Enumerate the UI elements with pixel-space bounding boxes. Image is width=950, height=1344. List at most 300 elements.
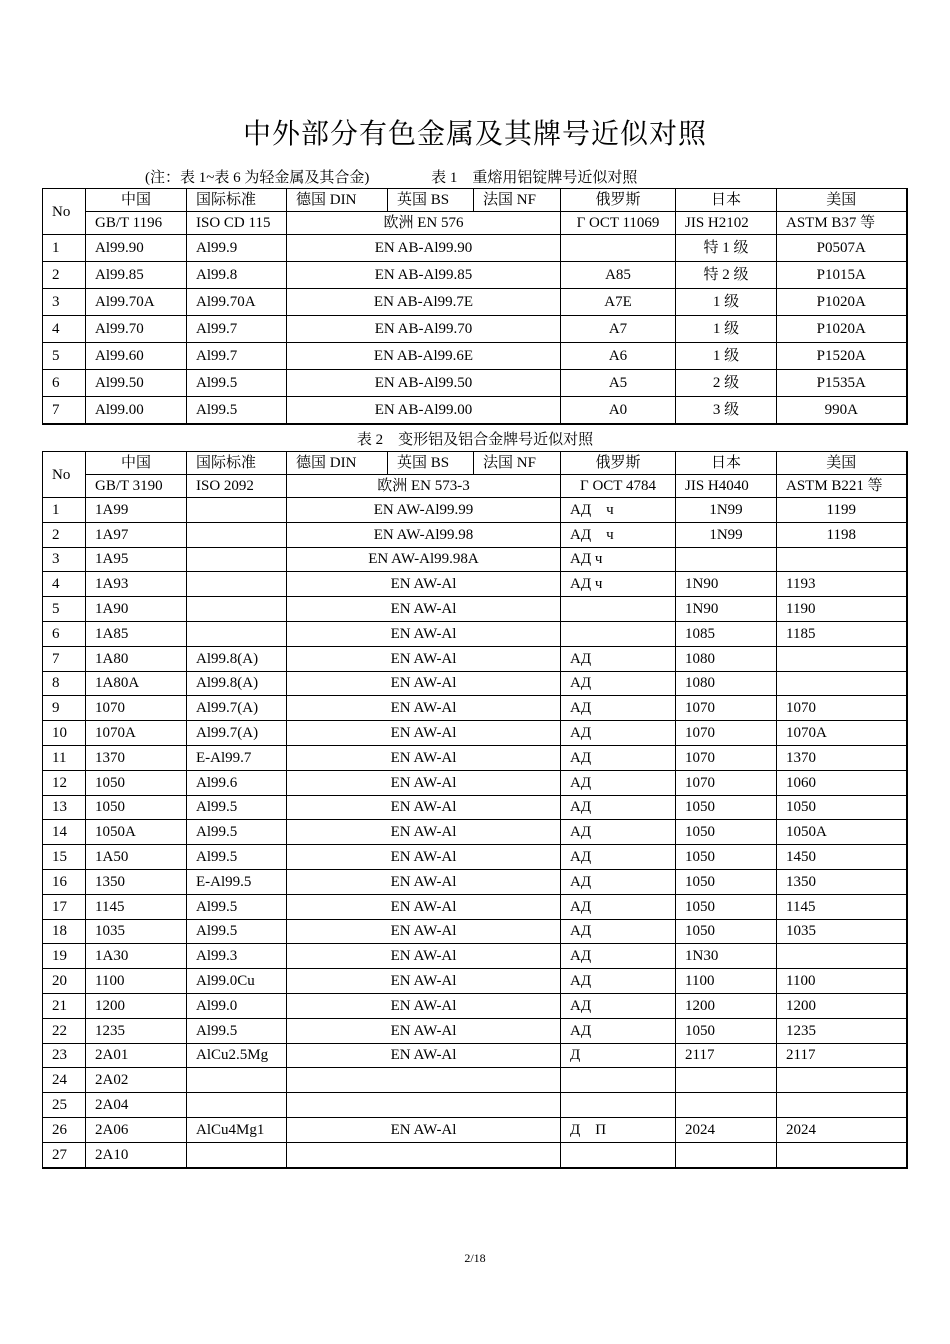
cell-europe: EN AW-Al99.99 xyxy=(287,498,561,523)
cell-china: 1050A xyxy=(86,820,187,845)
cell-iso: E-Al99.5 xyxy=(187,869,287,894)
cell-usa xyxy=(777,1093,907,1118)
cell-china: 2A10 xyxy=(86,1142,187,1167)
cell-japan xyxy=(676,1142,777,1167)
cell-china: 1050 xyxy=(86,770,187,795)
cell-china: 2A01 xyxy=(86,1043,187,1068)
cell-russia: A6 xyxy=(561,343,676,370)
header-no: No xyxy=(43,189,86,235)
cell-usa: 1035 xyxy=(777,919,907,944)
cell-china: 2A06 xyxy=(86,1117,187,1142)
cell-no: 15 xyxy=(43,845,86,870)
cell-russia xyxy=(561,621,676,646)
cell-iso xyxy=(187,498,287,523)
table-row xyxy=(43,671,907,696)
header-usa-std: ASTM B221 等 xyxy=(777,475,907,498)
cell-europe: EN AW-Al xyxy=(287,745,561,770)
cell-russia xyxy=(561,1142,676,1167)
cell-japan: 1 级 xyxy=(676,289,777,316)
header-uk: 英国 BS xyxy=(388,452,474,475)
cell-usa: 1200 xyxy=(777,993,907,1018)
cell-russia: АД xyxy=(561,671,676,696)
cell-no: 7 xyxy=(43,397,86,425)
cell-iso: Al99.7 xyxy=(187,316,287,343)
cell-usa: 1145 xyxy=(777,894,907,919)
cell-no: 5 xyxy=(43,343,86,370)
cell-europe: EN AW-Al xyxy=(287,944,561,969)
header-russia-std: Г OCT 4784 xyxy=(561,475,676,498)
cell-no: 17 xyxy=(43,894,86,919)
cell-iso xyxy=(187,547,287,572)
cell-europe: EN AW-Al xyxy=(287,869,561,894)
cell-russia: Д xyxy=(561,1043,676,1068)
cell-japan: 1050 xyxy=(676,869,777,894)
cell-japan: 1050 xyxy=(676,820,777,845)
cell-russia: АД xyxy=(561,646,676,671)
cell-usa xyxy=(777,646,907,671)
cell-iso: Al99.7(A) xyxy=(187,696,287,721)
cell-china: Al99.70A xyxy=(86,289,187,316)
cell-iso: Al99.70A xyxy=(187,289,287,316)
cell-china: Al99.70 xyxy=(86,316,187,343)
cell-no: 10 xyxy=(43,721,86,746)
cell-china: 1A30 xyxy=(86,944,187,969)
cell-usa xyxy=(777,1142,907,1167)
cell-china: 1235 xyxy=(86,1018,187,1043)
cell-japan: 1070 xyxy=(676,721,777,746)
cell-iso xyxy=(187,1068,287,1093)
cell-europe: EN AW-Al xyxy=(287,1117,561,1142)
cell-iso: Al99.8 xyxy=(187,262,287,289)
header-china: 中国 xyxy=(86,189,187,212)
cell-china: 1370 xyxy=(86,745,187,770)
header-china-std: GB/T 3190 xyxy=(86,475,187,498)
header-china: 中国 xyxy=(86,452,187,475)
cell-russia: АД xyxy=(561,944,676,969)
table-row xyxy=(43,1117,907,1142)
cell-europe: EN AW-Al xyxy=(287,621,561,646)
cell-china: 1A95 xyxy=(86,547,187,572)
cell-iso xyxy=(187,597,287,622)
cell-no: 2 xyxy=(43,262,86,289)
cell-usa: 1100 xyxy=(777,969,907,994)
cell-europe xyxy=(287,1142,561,1167)
cell-japan: 1080 xyxy=(676,646,777,671)
cell-usa: 1199 xyxy=(777,498,907,523)
table-row xyxy=(43,370,907,397)
cell-russia: АД ч xyxy=(561,498,676,523)
cell-japan: 3 级 xyxy=(676,397,777,425)
cell-usa: 1070A xyxy=(777,721,907,746)
cell-japan: 1070 xyxy=(676,745,777,770)
cell-iso: Al99.0Cu xyxy=(187,969,287,994)
cell-no: 20 xyxy=(43,969,86,994)
cell-usa: 1050A xyxy=(777,820,907,845)
cell-usa: P1015A xyxy=(777,262,907,289)
cell-europe: EN AB-Al99.85 xyxy=(287,262,561,289)
cell-europe: EN AW-Al99.98 xyxy=(287,522,561,547)
cell-europe: EN AB-Al99.90 xyxy=(287,235,561,262)
header-china-std: GB/T 1196 xyxy=(86,212,187,235)
cell-europe: EN AW-Al xyxy=(287,646,561,671)
cell-russia: Д П xyxy=(561,1117,676,1142)
header-france: 法国 NF xyxy=(474,452,561,475)
cell-china: 1035 xyxy=(86,919,187,944)
cell-china: 1A85 xyxy=(86,621,187,646)
table-row xyxy=(43,845,907,870)
cell-japan: 1 级 xyxy=(676,343,777,370)
cell-usa xyxy=(777,944,907,969)
header-usa: 美国 xyxy=(777,189,907,212)
cell-russia: АД xyxy=(561,795,676,820)
cell-no: 27 xyxy=(43,1142,86,1167)
cell-japan: 1N90 xyxy=(676,572,777,597)
cell-no: 11 xyxy=(43,745,86,770)
cell-russia: АД xyxy=(561,696,676,721)
table-row xyxy=(43,1018,907,1043)
cell-china: 1350 xyxy=(86,869,187,894)
cell-russia: A5 xyxy=(561,370,676,397)
cell-china: 1A50 xyxy=(86,845,187,870)
cell-usa: P1520A xyxy=(777,343,907,370)
cell-europe: EN AW-Al xyxy=(287,597,561,622)
table-row xyxy=(43,721,907,746)
cell-japan: 1080 xyxy=(676,671,777,696)
cell-europe: EN AW-Al xyxy=(287,770,561,795)
cell-no: 18 xyxy=(43,919,86,944)
cell-japan: 1050 xyxy=(676,795,777,820)
header-iso-std: ISO CD 115 xyxy=(187,212,287,235)
cell-russia: АД ч xyxy=(561,522,676,547)
cell-japan: 特 1 级 xyxy=(676,235,777,262)
cell-europe: EN AW-Al xyxy=(287,919,561,944)
cell-iso: Al99.6 xyxy=(187,770,287,795)
cell-japan: 1N90 xyxy=(676,597,777,622)
cell-russia: АД xyxy=(561,869,676,894)
cell-russia: A7 xyxy=(561,316,676,343)
table-row xyxy=(43,770,907,795)
cell-no: 12 xyxy=(43,770,86,795)
cell-usa: 1370 xyxy=(777,745,907,770)
table-row xyxy=(43,795,907,820)
table-row xyxy=(43,820,907,845)
cell-no: 16 xyxy=(43,869,86,894)
table-row xyxy=(43,869,907,894)
cell-iso: Al99.8(A) xyxy=(187,671,287,696)
cell-usa: P1535A xyxy=(777,370,907,397)
cell-japan: 特 2 级 xyxy=(676,262,777,289)
cell-usa: 2117 xyxy=(777,1043,907,1068)
cell-europe: EN AW-Al xyxy=(287,820,561,845)
cell-no: 26 xyxy=(43,1117,86,1142)
cell-europe: EN AW-Al xyxy=(287,671,561,696)
cell-no: 6 xyxy=(43,370,86,397)
cell-iso: Al99.5 xyxy=(187,795,287,820)
table-row xyxy=(43,1043,907,1068)
cell-europe: EN AB-Al99.70 xyxy=(287,316,561,343)
cell-europe: EN AW-Al xyxy=(287,993,561,1018)
cell-japan xyxy=(676,1093,777,1118)
cell-china: 1100 xyxy=(86,969,187,994)
cell-russia: АД xyxy=(561,820,676,845)
cell-japan: 1050 xyxy=(676,894,777,919)
cell-japan: 2 级 xyxy=(676,370,777,397)
cell-no: 3 xyxy=(43,289,86,316)
cell-china: Al99.00 xyxy=(86,397,187,425)
cell-china: Al99.60 xyxy=(86,343,187,370)
cell-china: 1070 xyxy=(86,696,187,721)
cell-russia xyxy=(561,1068,676,1093)
cell-russia: АД ч xyxy=(561,547,676,572)
cell-usa: 1350 xyxy=(777,869,907,894)
cell-russia: A7E xyxy=(561,289,676,316)
table-row xyxy=(43,919,907,944)
cell-iso: Al99.5 xyxy=(187,894,287,919)
cell-no: 13 xyxy=(43,795,86,820)
table-row xyxy=(43,522,907,547)
table-row xyxy=(43,597,907,622)
cell-china: 1A80 xyxy=(86,646,187,671)
cell-iso xyxy=(187,522,287,547)
cell-russia: АД xyxy=(561,919,676,944)
cell-japan: 1 级 xyxy=(676,316,777,343)
cell-no: 5 xyxy=(43,597,86,622)
cell-japan: 1100 xyxy=(676,969,777,994)
table1 xyxy=(42,188,908,425)
cell-usa: 1450 xyxy=(777,845,907,870)
table-row xyxy=(43,1093,907,1118)
header-no: No xyxy=(43,452,86,498)
cell-europe: EN AW-Al xyxy=(287,969,561,994)
table-row xyxy=(43,572,907,597)
cell-europe xyxy=(287,1093,561,1118)
table-row xyxy=(43,646,907,671)
header-japan-std: JIS H2102 xyxy=(676,212,777,235)
cell-no: 19 xyxy=(43,944,86,969)
table-row xyxy=(43,621,907,646)
cell-iso: Al99.5 xyxy=(187,820,287,845)
cell-usa: 1235 xyxy=(777,1018,907,1043)
cell-japan: 2024 xyxy=(676,1117,777,1142)
header-japan: 日本 xyxy=(676,452,777,475)
cell-russia xyxy=(561,235,676,262)
cell-no: 22 xyxy=(43,1018,86,1043)
cell-iso: Al99.7 xyxy=(187,343,287,370)
cell-usa: 2024 xyxy=(777,1117,907,1142)
cell-japan: 1070 xyxy=(676,696,777,721)
cell-russia: АД xyxy=(561,1018,676,1043)
cell-russia xyxy=(561,597,676,622)
table-row xyxy=(43,343,907,370)
cell-usa: 1070 xyxy=(777,696,907,721)
table-row xyxy=(43,235,907,262)
cell-japan: 1N99 xyxy=(676,498,777,523)
cell-china: 2A02 xyxy=(86,1068,187,1093)
cell-china: 1050 xyxy=(86,795,187,820)
cell-no: 1 xyxy=(43,235,86,262)
header-europe: 欧洲 EN 576 xyxy=(287,212,561,235)
cell-usa: P1020A xyxy=(777,289,907,316)
table2 xyxy=(42,451,908,1169)
cell-usa: 1050 xyxy=(777,795,907,820)
cell-china: 1070A xyxy=(86,721,187,746)
cell-china: 1A93 xyxy=(86,572,187,597)
cell-no: 2 xyxy=(43,522,86,547)
cell-japan: 1070 xyxy=(676,770,777,795)
cell-europe: EN AW-Al xyxy=(287,572,561,597)
header-iso: 国际标准 xyxy=(187,452,287,475)
cell-iso: Al99.3 xyxy=(187,944,287,969)
table-row xyxy=(43,696,907,721)
cell-russia: АД xyxy=(561,969,676,994)
cell-usa xyxy=(777,1068,907,1093)
cell-europe: EN AB-Al99.50 xyxy=(287,370,561,397)
header-russia-std: Г OCT 11069 xyxy=(561,212,676,235)
cell-usa: P1020A xyxy=(777,316,907,343)
cell-iso xyxy=(187,1142,287,1167)
table-row xyxy=(43,397,907,425)
cell-china: 1200 xyxy=(86,993,187,1018)
cell-iso xyxy=(187,621,287,646)
cell-china: Al99.50 xyxy=(86,370,187,397)
cell-no: 23 xyxy=(43,1043,86,1068)
cell-europe: EN AW-Al xyxy=(287,1018,561,1043)
cell-russia: АД xyxy=(561,845,676,870)
cell-iso xyxy=(187,572,287,597)
page-number: 2/18 xyxy=(464,1251,486,1265)
cell-japan: 2117 xyxy=(676,1043,777,1068)
table-row xyxy=(43,316,907,343)
header-germany: 德国 DIN xyxy=(287,452,388,475)
cell-iso: Al99.9 xyxy=(187,235,287,262)
cell-europe: EN AB-Al99.7E xyxy=(287,289,561,316)
cell-china: 1A99 xyxy=(86,498,187,523)
cell-iso: Al99.7(A) xyxy=(187,721,287,746)
cell-no: 1 xyxy=(43,498,86,523)
table1-caption: 表 1 重熔用铝锭牌号近似对照 xyxy=(431,170,638,186)
cell-china: 1A97 xyxy=(86,522,187,547)
cell-iso: Al99.8(A) xyxy=(187,646,287,671)
cell-europe: EN AW-Al xyxy=(287,894,561,919)
table-row xyxy=(43,289,907,316)
cell-china: Al99.90 xyxy=(86,235,187,262)
cell-no: 4 xyxy=(43,316,86,343)
table-row xyxy=(43,547,907,572)
cell-usa: 1193 xyxy=(777,572,907,597)
table-row xyxy=(43,944,907,969)
cell-china: 1A80A xyxy=(86,671,187,696)
cell-iso: Al99.0 xyxy=(187,993,287,1018)
cell-no: 25 xyxy=(43,1093,86,1118)
cell-iso: E-Al99.7 xyxy=(187,745,287,770)
cell-iso: Al99.5 xyxy=(187,1018,287,1043)
cell-russia: АД ч xyxy=(561,572,676,597)
cell-no: 14 xyxy=(43,820,86,845)
cell-no: 24 xyxy=(43,1068,86,1093)
page-title: 中外部分有色金属及其牌号近似对照 xyxy=(242,119,707,150)
cell-europe: EN AW-Al xyxy=(287,696,561,721)
cell-no: 6 xyxy=(43,621,86,646)
table-row xyxy=(43,993,907,1018)
cell-usa: 1198 xyxy=(777,522,907,547)
cell-japan: 1085 xyxy=(676,621,777,646)
cell-europe: EN AW-Al xyxy=(287,795,561,820)
header-russia: 俄罗斯 xyxy=(561,189,676,212)
cell-europe: EN AB-Al99.6E xyxy=(287,343,561,370)
cell-japan: 1N30 xyxy=(676,944,777,969)
table-row xyxy=(43,1068,907,1093)
table-row xyxy=(43,894,907,919)
cell-no: 9 xyxy=(43,696,86,721)
header-france: 法国 NF xyxy=(474,189,561,212)
cell-japan: 1050 xyxy=(676,919,777,944)
cell-russia: A0 xyxy=(561,397,676,425)
cell-no: 21 xyxy=(43,993,86,1018)
cell-usa: 1060 xyxy=(777,770,907,795)
cell-japan: 1N99 xyxy=(676,522,777,547)
cell-usa xyxy=(777,671,907,696)
cell-no: 3 xyxy=(43,547,86,572)
cell-no: 4 xyxy=(43,572,86,597)
cell-russia: АД xyxy=(561,993,676,1018)
table-row xyxy=(43,745,907,770)
cell-russia: АД xyxy=(561,745,676,770)
cell-europe: EN AB-Al99.00 xyxy=(287,397,561,425)
header-usa: 美国 xyxy=(777,452,907,475)
cell-europe: EN AW-Al99.98A xyxy=(287,547,561,572)
cell-no: 8 xyxy=(43,671,86,696)
header-japan: 日本 xyxy=(676,189,777,212)
table-row xyxy=(43,969,907,994)
cell-europe xyxy=(287,1068,561,1093)
cell-usa: 1190 xyxy=(777,597,907,622)
cell-europe: EN AW-Al xyxy=(287,1043,561,1068)
cell-japan xyxy=(676,547,777,572)
header-iso: 国际标准 xyxy=(187,189,287,212)
cell-iso: Al99.5 xyxy=(187,919,287,944)
cell-japan: 1050 xyxy=(676,1018,777,1043)
cell-china: 1A90 xyxy=(86,597,187,622)
table-row xyxy=(43,498,907,523)
table-row xyxy=(43,1142,907,1167)
cell-iso: AlCu4Mg1 xyxy=(187,1117,287,1142)
header-uk: 英国 BS xyxy=(388,189,474,212)
cell-china: 2A04 xyxy=(86,1093,187,1118)
cell-russia: АД xyxy=(561,770,676,795)
header-iso-std: ISO 2092 xyxy=(187,475,287,498)
cell-china: 1145 xyxy=(86,894,187,919)
table1-caption-line xyxy=(145,166,637,187)
header-russia: 俄罗斯 xyxy=(561,452,676,475)
cell-russia: АД xyxy=(561,894,676,919)
cell-russia: A85 xyxy=(561,262,676,289)
cell-usa: 990A xyxy=(777,397,907,425)
cell-iso: AlCu2.5Mg xyxy=(187,1043,287,1068)
cell-europe: EN AW-Al xyxy=(287,845,561,870)
cell-iso: Al99.5 xyxy=(187,370,287,397)
cell-japan: 1050 xyxy=(676,845,777,870)
cell-japan xyxy=(676,1068,777,1093)
cell-europe: EN AW-Al xyxy=(287,721,561,746)
note-text: (注：表 1~表 6 为轻金属及其合金) xyxy=(145,170,370,186)
header-europe: 欧洲 EN 573-3 xyxy=(287,475,561,498)
cell-russia xyxy=(561,1093,676,1118)
cell-usa: P0507A xyxy=(777,235,907,262)
cell-russia: АД xyxy=(561,721,676,746)
table2-caption: 表 2 变形铝及铝合金牌号近似对照 xyxy=(356,432,594,448)
cell-china: Al99.85 xyxy=(86,262,187,289)
header-japan-std: JIS H4040 xyxy=(676,475,777,498)
